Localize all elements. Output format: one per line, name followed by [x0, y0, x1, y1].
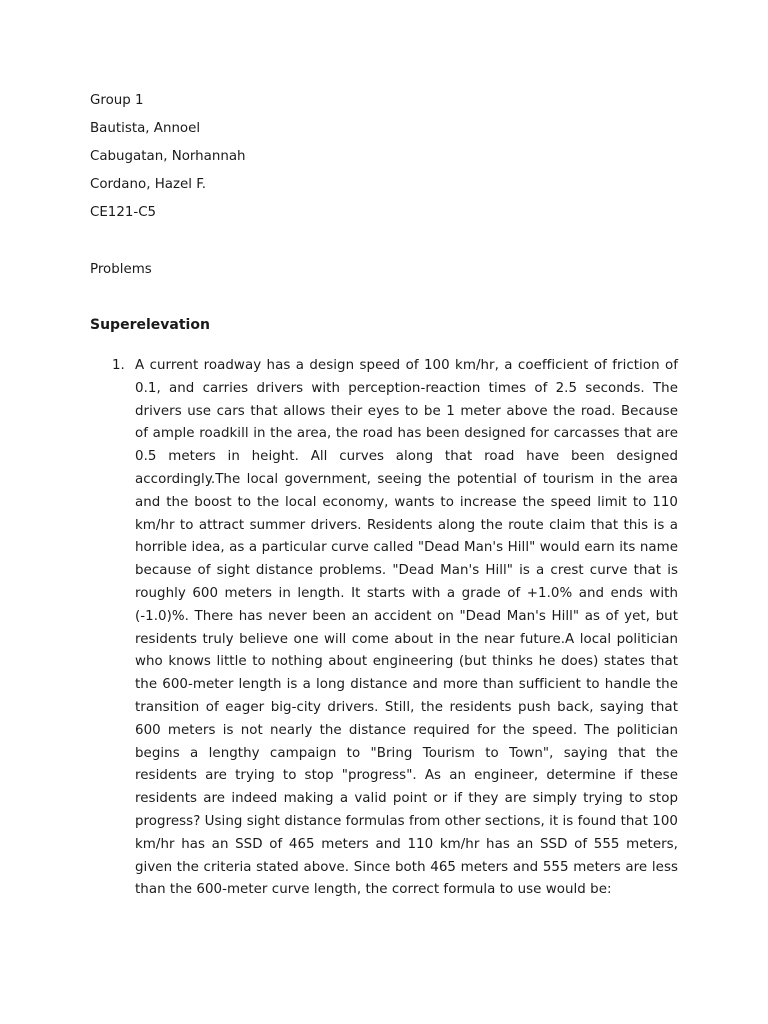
problem-list [90, 355, 678, 902]
problems-label: Problems [90, 262, 152, 277]
course-section: CE121-C5 [90, 205, 157, 220]
member-name: Cordano, Hazel F. [90, 177, 207, 192]
section-heading: Superelevation [90, 317, 210, 333]
group-label: Group 1 [90, 93, 144, 108]
list-item [90, 355, 678, 902]
member-name: Bautista, Annoel [90, 121, 201, 136]
problem-text: A current roadway has a design speed of 100 km/hr, a coefficient of friction of 0.1, and carries drivers with perception-reaction times of 2.5 seconds. The drivers use cars that allows their eyes to be 1 meter above the road. Because of ample roadkill in the area, the road has been designed for carcasses that are 0.5 meters in height. All curves along that road have been designed accordingly.The local government, seeing the potential of tourism in the area and the boost to the local economy, wants to increase the speed limit to 110 km/hr to attract summer drivers. Residents along the route claim that this is a horrible idea, as a particular curve called "Dead Man's Hill" would earn its name because of sight distance problems. "Dead Man's Hill" is a crest curve that is roughly 600 meters in length. It starts with a grade of +1.0% and ends with (-1.0)%. There has never been an accident on "Dead Man's Hill" as of yet, but residents truly believe one will come about in the near future.A local politician who knows little to nothing about engineering (but thinks he does) states that the 600-meter length is a long distance and more than sufficient to handle the transition of eager big-city drivers. Still, the residents push back, saying that 600 meters is not nearly the distance required for the speed. The politician begins a lengthy campaign to "Bring Tourism to Town", saying that the residents are trying to stop "progress". As an engineer, determine if these residents are indeed making a valid point or if they are simply trying to stop progress? Using sight distance formulas from other sections, it is found that 100 km/hr has an SSD of 465 meters and 110 km/hr has an SSD of 555 meters, given the criteria stated above. Since both 465 meters and 555 meters are less than the 600-meter curve length, the correct formula to use would be: [135, 358, 678, 898]
member-name: Cabugatan, Norhannah [90, 149, 246, 164]
list-item-number: 1. [112, 358, 125, 373]
